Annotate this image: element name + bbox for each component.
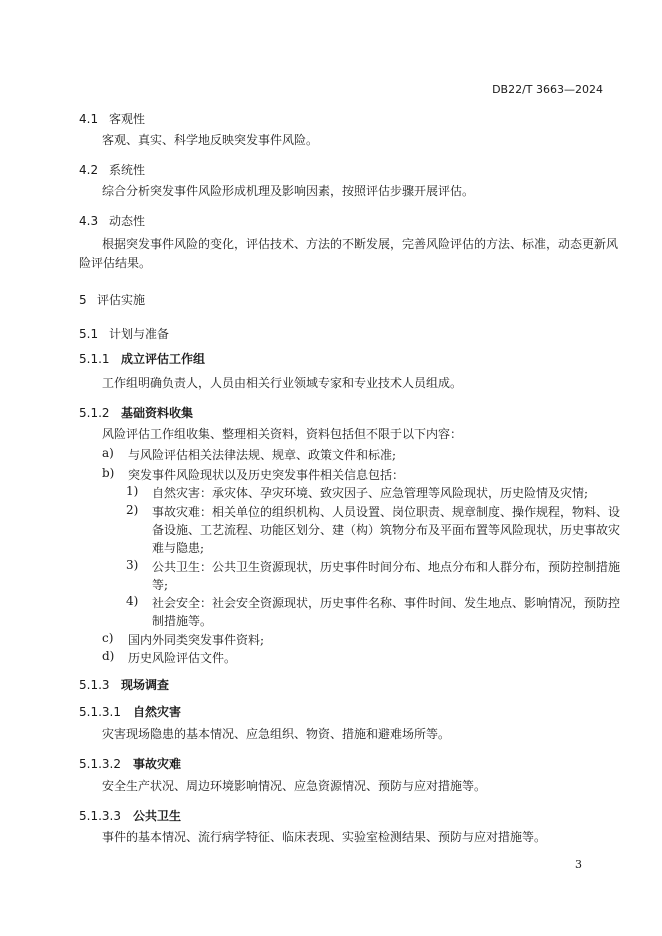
paragraph: 工作组明确负责人，人员由相关行业领域专家和专业技术人员组成。: [102, 376, 463, 390]
section-title: 公共卫生: [133, 809, 182, 823]
sublist-line: 制措施等。: [152, 614, 213, 628]
heading-5: [79, 291, 145, 308]
list-item: 突发事件风险现状以及历史突发事件相关信息包括：: [128, 468, 405, 482]
heading-4-2: [79, 161, 145, 178]
standard-number: DB22/T 3663—2024: [492, 83, 603, 96]
section-number: 4.3: [79, 214, 99, 228]
section-number: 4.1: [79, 112, 99, 126]
list-item: 国内外同类突发事件资料;: [128, 633, 265, 647]
heading-5-1-1: [79, 350, 205, 367]
heading-4-3: [79, 212, 145, 229]
sublist-line: 备设施、工艺流程、功能区划分、建（构）筑物分布及平面布置等风险现状，历史事故灾: [152, 523, 621, 537]
paragraph-line: 险评估结果。: [79, 256, 152, 270]
section-title: 系统性: [109, 163, 146, 177]
section-number: 5: [79, 293, 87, 307]
section-number: 4.2: [79, 163, 99, 177]
sublist-item: 自然灾害：承灾体、孕灾环境、致灾因子、应急管理等风险现状，历史险情及灾情;: [152, 486, 589, 500]
section-title: 客观性: [109, 112, 146, 126]
heading-5-1-3: [79, 676, 169, 693]
list-label: c): [102, 631, 114, 645]
section-title: 评估实施: [97, 293, 146, 307]
list-item: 与风险评估相关法律法规、规章、政策文件和标准;: [128, 448, 397, 462]
heading-5-1-3-1: [79, 703, 181, 720]
paragraph: 客观、真实、科学地反映突发事件风险。: [102, 133, 319, 147]
sublist-label: 4): [126, 594, 139, 608]
sublist-label: 2): [126, 503, 139, 517]
paragraph: 事件的基本情况、流行病学特征、临床表现、实验室检测结果、预防与应对措施等。: [102, 830, 547, 844]
heading-5-1-3-2: [79, 755, 181, 772]
section-title: 成立评估工作组: [121, 352, 206, 366]
list-label: a): [102, 446, 114, 460]
section-number: 5.1.3: [79, 678, 110, 692]
section-title: 计划与准备: [109, 327, 170, 341]
paragraph: 综合分析突发事件风险形成机理及影响因素，按照评估步骤开展评估。: [102, 184, 475, 198]
paragraph: 灾害现场隐患的基本情况、应急组织、物资、措施和避难场所等。: [102, 727, 451, 741]
paragraph-line: 根据突发事件风险的变化，评估技术、方法的不断发展，完善风险评估的方法、标准，动态更新风: [102, 237, 619, 251]
heading-5-1: [79, 325, 169, 342]
heading-5-1-2: [79, 404, 193, 421]
sublist-line: 社会安全：社会安全资源现状，历史事件名称、事件时间、发生地点、影响情况，预防控: [152, 596, 621, 610]
section-title: 自然灾害: [133, 705, 182, 719]
sublist-line: 公共卫生：公共卫生资源现状，历史事件时间分布、地点分布和人群分布，预防控制措施: [152, 560, 621, 574]
section-title: 现场调查: [121, 678, 170, 692]
page-number: 3: [575, 858, 582, 871]
heading-5-1-3-3: [79, 807, 181, 824]
section-number: 5.1.3.3: [79, 809, 121, 823]
list-item: 历史风险评估文件。: [128, 651, 237, 665]
list-label: b): [102, 466, 115, 480]
sublist-line: 事故灾难：相关单位的组织机构、人员设置、岗位职责、规章制度、操作规程，物料、设: [152, 505, 621, 519]
sublist-label: 3): [126, 558, 139, 572]
section-number: 5.1.1: [79, 352, 110, 366]
section-number: 5.1: [79, 327, 99, 341]
section-title: 动态性: [109, 214, 146, 228]
paragraph: 安全生产状况、周边环境影响情况、应急资源情况、预防与应对措施等。: [102, 779, 487, 793]
section-title: 基础资料收集: [121, 406, 194, 420]
section-number: 5.1.3.2: [79, 757, 121, 771]
heading-4-1: [79, 110, 145, 127]
sublist-label: 1): [126, 484, 139, 498]
section-number: 5.1.2: [79, 406, 110, 420]
section-number: 5.1.3.1: [79, 705, 121, 719]
sublist-line: 难与隐患;: [152, 541, 205, 555]
list-label: d): [102, 649, 115, 663]
sublist-line: 等;: [152, 578, 169, 592]
section-title: 事故灾难: [133, 757, 182, 771]
paragraph: 风险评估工作组收集、整理相关资料，资料包括但不限于以下内容：: [102, 427, 463, 441]
